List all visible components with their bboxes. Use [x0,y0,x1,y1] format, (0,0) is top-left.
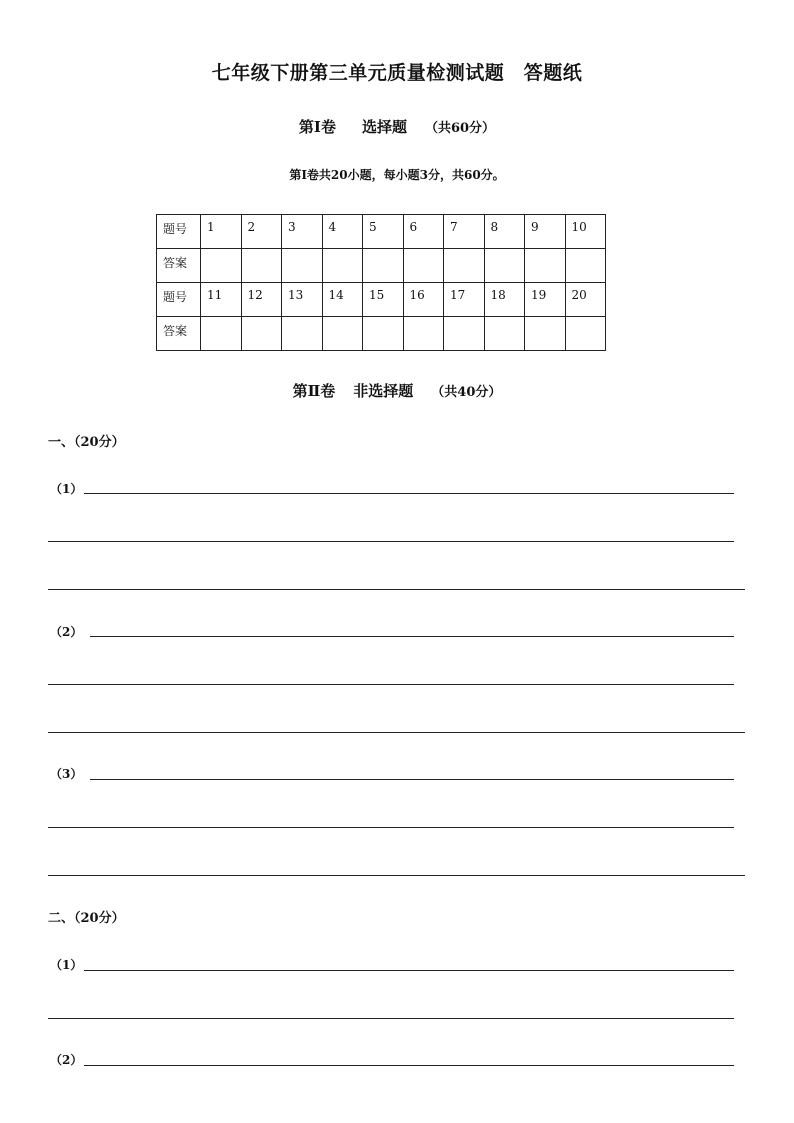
answer-cell[interactable] [201,249,242,283]
answer-cell[interactable] [282,249,323,283]
table-row [157,215,606,249]
answer-line[interactable] [48,541,734,542]
answer-cell[interactable] [565,249,606,283]
question-number: 3 [282,215,323,249]
answer-line[interactable] [48,589,745,590]
answer-cell[interactable] [565,317,606,351]
section-1-name: 选择题 [361,118,407,136]
section-2-score: （共40分） [431,385,502,400]
answer-line[interactable] [90,779,734,780]
question-label: （2） [50,1053,83,1067]
section-1-heading [0,116,794,137]
section-2-title: 第Ⅱ卷 [292,382,336,400]
section-1-note: 第Ⅰ卷共20小题，每小题3分，共60分。 [289,168,505,182]
table-row [157,283,606,317]
question-number: 17 [444,283,485,317]
section-2-name: 非选择题 [353,382,414,400]
answer-line[interactable] [48,732,745,733]
answer-cell[interactable] [363,249,404,283]
answer-cell[interactable] [363,317,404,351]
answer-cell[interactable] [241,249,282,283]
answer-line[interactable] [48,684,734,685]
question-number: 8 [484,215,525,249]
question-number: 7 [444,215,485,249]
answer-cell[interactable] [201,317,242,351]
question-label: （2） [50,625,83,639]
question-number: 2 [241,215,282,249]
question-number: 5 [363,215,404,249]
question-label: （1） [50,482,83,496]
answer-line[interactable] [84,1065,734,1066]
section-2-heading [0,380,794,401]
answer-cell[interactable] [282,317,323,351]
table-row [157,317,606,351]
answer-cell[interactable] [444,317,485,351]
answer-cell[interactable] [525,317,566,351]
answer-line[interactable] [48,827,734,828]
answer-line[interactable] [48,875,745,876]
answer-cell[interactable] [322,317,363,351]
answer-cell[interactable] [403,249,444,283]
question-number: 13 [282,283,323,317]
answer-cell[interactable] [444,249,485,283]
question-number: 12 [241,283,282,317]
answer-cell[interactable] [322,249,363,283]
section-1-title: 第Ⅰ卷 [298,118,336,136]
question-number: 15 [363,283,404,317]
question-number: 9 [525,215,566,249]
question-number: 19 [525,283,566,317]
answer-line[interactable] [84,970,734,971]
answer-cell[interactable] [525,249,566,283]
part-1-label: 一、（20分） [48,435,125,450]
question-label: （3） [50,767,83,781]
row-label: 题号 [157,215,201,249]
answer-line[interactable] [90,636,734,637]
answer-cell[interactable] [484,249,525,283]
question-number: 20 [565,283,606,317]
answer-cell[interactable] [241,317,282,351]
question-number: 6 [403,215,444,249]
question-number: 14 [322,283,363,317]
question-number: 18 [484,283,525,317]
page-title: 七年级下册第三单元质量检测试题 答题纸 [211,62,583,84]
row-label: 题号 [157,283,201,317]
question-number: 1 [201,215,242,249]
question-number: 11 [201,283,242,317]
part-2-label: 二、（20分） [48,911,125,926]
question-number: 10 [565,215,606,249]
row-label: 答案 [157,317,201,351]
answer-line[interactable] [84,493,734,494]
question-label: （1） [50,958,83,972]
question-number: 4 [322,215,363,249]
row-label: 答案 [157,249,201,283]
answer-cell[interactable] [484,317,525,351]
answer-table [156,214,606,351]
answer-line[interactable] [48,1018,734,1019]
section-1-score: （共60分） [424,121,496,136]
table-row [157,249,606,283]
answer-cell[interactable] [403,317,444,351]
question-number: 16 [403,283,444,317]
